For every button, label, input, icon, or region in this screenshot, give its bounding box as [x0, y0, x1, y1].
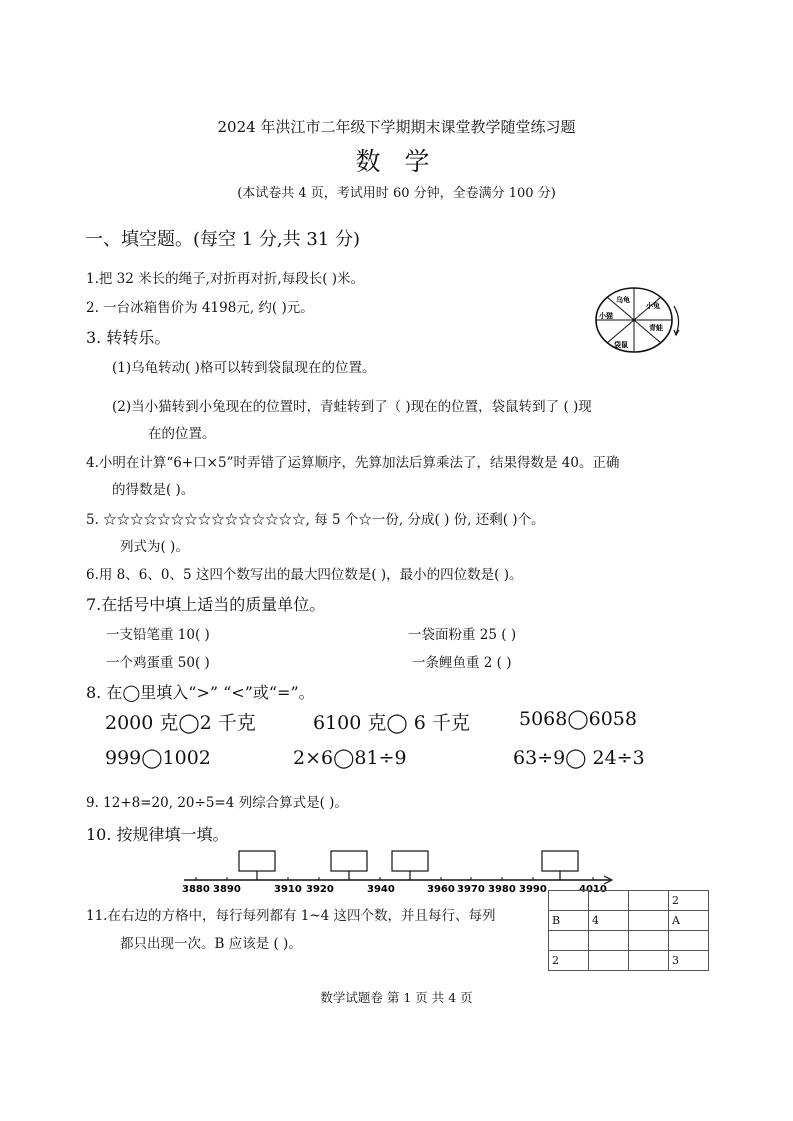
question-3-1: (1)乌龟转动( )格可以转到袋鼠现在的位置。: [112, 360, 376, 376]
wheel-label-kangaroo: 袋鼠: [614, 341, 628, 349]
answer-box-1: [239, 851, 275, 871]
answer-box-2: [331, 851, 367, 871]
grid-cell: [669, 931, 709, 951]
question-11b: 都只出现一次。B 应该是 ( )。: [120, 936, 302, 952]
question-5a: 5. ☆☆☆☆☆☆☆☆☆☆☆☆☆☆☆, 每 5 个☆一份, 分成( ) 份, 还剩( )个。: [86, 512, 545, 528]
grid-cell: B: [549, 911, 589, 931]
grid-cell: [629, 931, 669, 951]
question-5b: 列式为( )。: [120, 539, 189, 555]
question-3-2a: (2)当小猫转到小兔现在的位置时，青蛙转到了（ )现在的位置，袋鼠转到了 ( )现: [112, 399, 592, 415]
wheel-label-rabbit: 小兔: [646, 302, 660, 310]
tick-label-3960: 3960: [427, 884, 455, 895]
compare-item-5: 2×6◯81÷9: [293, 747, 407, 769]
question-8-title: 8. 在◯里填入“>” “<”或“=”。: [86, 683, 315, 702]
grid-cell: [629, 911, 669, 931]
question-4a: 4.小明在计算“6+口×5”时弄错了运算顺序，先算加法后算乘法了，结果得数是 40。正确: [86, 455, 620, 471]
question-1: 1.把 32 米长的绳子,对折再对折,每段长( )米。: [86, 271, 365, 287]
grid-cell: 3: [669, 951, 709, 971]
exam-title: 2024 年洪江市二年级下学期期末课堂教学随堂练习题: [217, 118, 576, 136]
grid-cell: [549, 931, 589, 951]
tick-label-3980: 3980: [488, 884, 516, 895]
question-10-title: 10. 按规律填一填。: [86, 825, 229, 844]
tick-label-3990: 3990: [519, 884, 547, 895]
grid-cell: [589, 951, 629, 971]
wheel-label-frog: 青蛙: [649, 324, 663, 332]
grid-cell: 2: [549, 951, 589, 971]
tick-label-3880: 3880: [182, 884, 210, 895]
answer-box-3: [392, 851, 428, 871]
grid-cell: [549, 891, 589, 911]
question-3-title: 3. 转转乐。: [86, 328, 171, 347]
page-footer: 数学试题卷 第 1 页 共 4 页: [320, 990, 473, 1005]
grid-cell: 4: [589, 911, 629, 931]
grid-cell: A: [669, 911, 709, 931]
compare-item-4: 999◯1002: [105, 747, 211, 769]
mass-item-flour: 一袋面粉重 25 ( ): [408, 627, 517, 643]
question-7-title: 7.在括号中填上适当的质量单位。: [86, 595, 326, 614]
answer-box-4: [542, 851, 578, 871]
wheel-label-turtle: 乌龟: [616, 296, 630, 304]
tick-label-3920: 3920: [306, 884, 334, 895]
question-2: 2. 一台冰箱售价为 4198元, 约( )元。: [86, 300, 314, 316]
compare-item-1: 2000 克◯2 千克: [105, 712, 256, 734]
question-6: 6.用 8、6、0、5 这四个数写出的最大四位数是( )，最小的四位数是( )。: [86, 567, 523, 583]
tick-label-3940: 3940: [367, 884, 395, 895]
mass-item-carp: 一条鲤鱼重 2 ( ): [412, 655, 512, 671]
question-4b: 的得数是( )。: [112, 482, 195, 498]
tick-label-4010: 4010: [579, 884, 607, 895]
section-heading: 一、填空题。(每空 1 分,共 31 分): [85, 229, 361, 250]
rotation-wheel-figure: [592, 284, 692, 364]
grid-cell: [629, 891, 669, 911]
grid-row: [549, 951, 709, 971]
tick-label-3890: 3890: [213, 884, 241, 895]
grid-row: [549, 891, 709, 911]
number-grid: [548, 890, 709, 971]
exam-note: (本试卷共 4 页，考试用时 60 分钟，全卷满分 100 分): [237, 186, 556, 201]
grid-row: [549, 931, 709, 951]
tick-label-3970: 3970: [457, 884, 485, 895]
grid-row: [549, 911, 709, 931]
question-3-2b: 在的位置。: [148, 426, 216, 442]
tick-label-3910: 3910: [274, 884, 302, 895]
grid-cell: [629, 951, 669, 971]
question-9: 9. 12+8=20, 20÷5=4 列综合算式是( )。: [86, 795, 348, 811]
grid-cell: [589, 891, 629, 911]
compare-item-3: 5068◯6058: [519, 708, 637, 730]
subject-title: 数 学: [355, 147, 438, 176]
grid-cell: 2: [669, 891, 709, 911]
rotation-arrow: [674, 306, 679, 334]
compare-item-2: 6100 克◯ 6 千克: [313, 712, 470, 734]
mass-item-egg: 一个鸡蛋重 50( ): [106, 655, 210, 671]
number-line-figure: [178, 845, 623, 895]
wheel-label-cat: 小猫: [599, 312, 613, 320]
question-11a: 11.在右边的方格中，每行每列都有 1~4 这四个数，并且每行、每列: [86, 908, 496, 924]
compare-item-6: 63÷9◯ 24÷3: [513, 747, 645, 769]
mass-item-pencil: 一支铅笔重 10( ): [106, 627, 210, 643]
grid-cell: [589, 931, 629, 951]
